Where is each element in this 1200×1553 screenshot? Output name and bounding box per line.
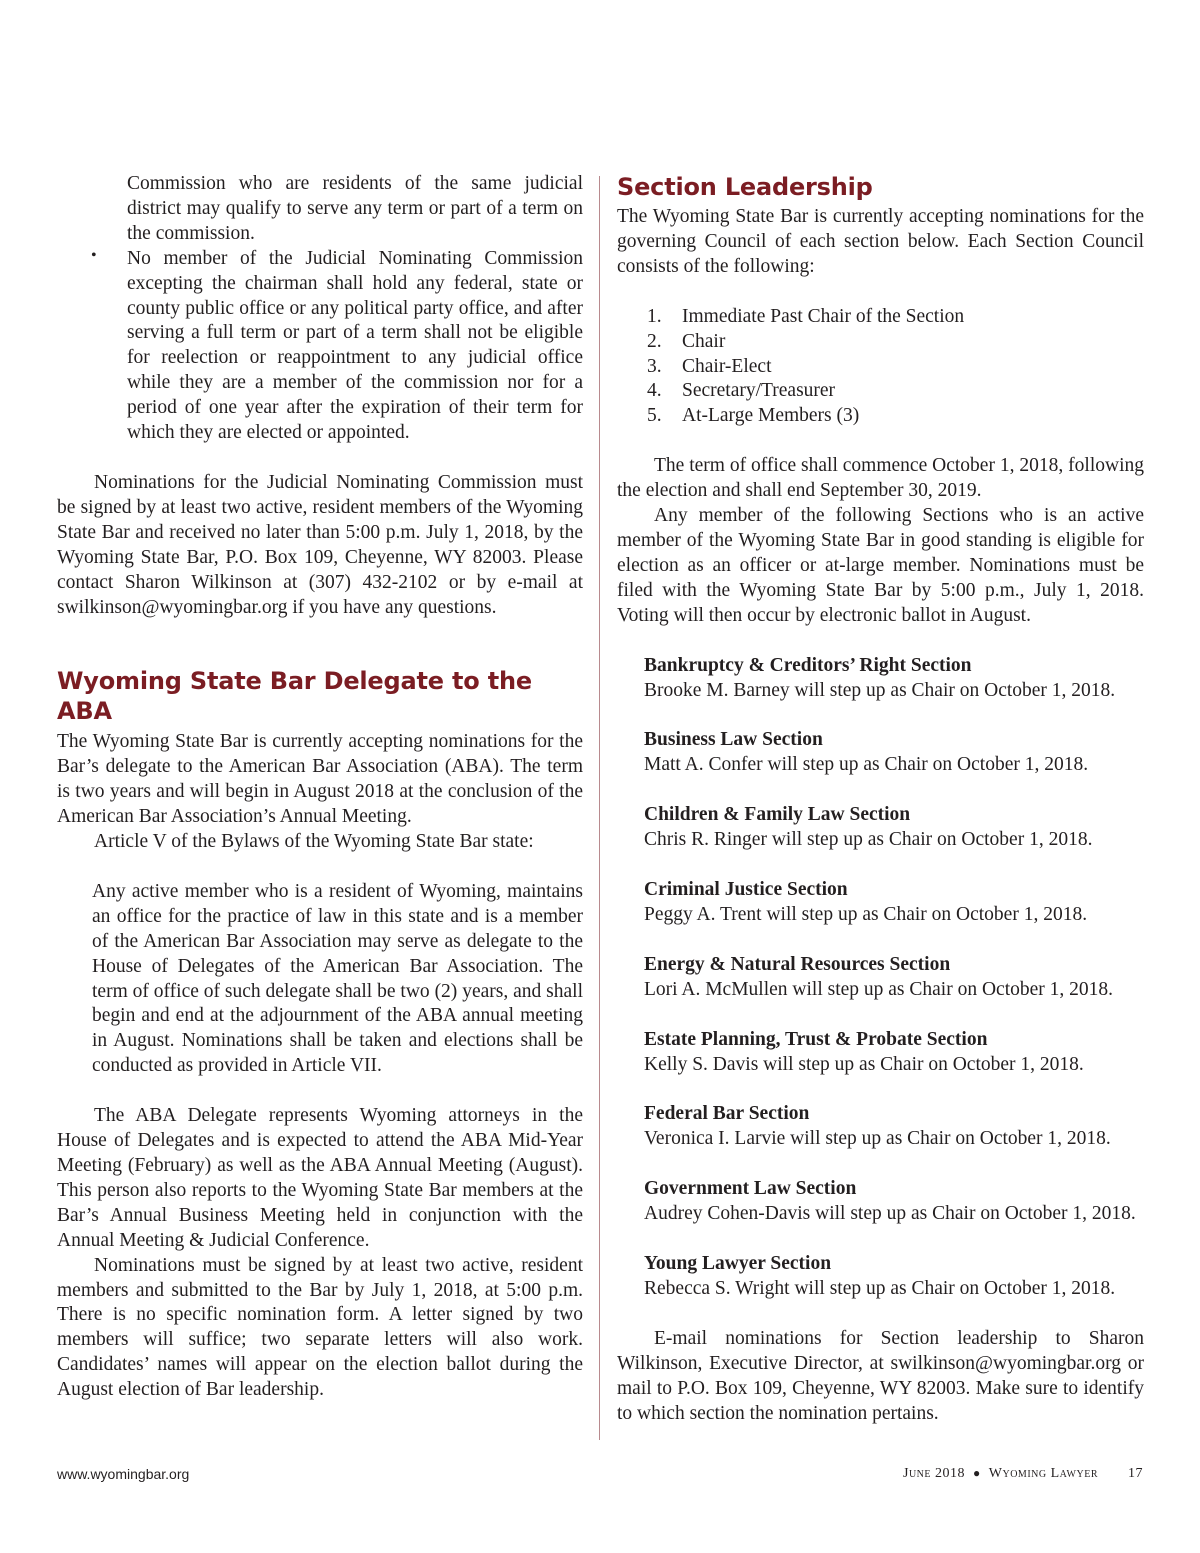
list-item: 3. Chair-Elect: [647, 355, 772, 377]
delegate-role-paragraph: The ABA Delegate represents Wyoming attorneys in the House of Delegates and is expected to attend the ABA Mid-Year Meeting (February) as well as the ABA Annual Meeting (August). This person also reports to the Wyoming State Bar members at the Bar’s Annual Business Meeting held in conjunction with the Annual Meeting & Judicial Conference.: [57, 1105, 583, 1251]
section-leadership-heading: Section Leadership: [617, 173, 873, 201]
section-name: Government Law Section: [644, 1178, 857, 1200]
section-name: Criminal Justice Section: [644, 879, 848, 901]
jnc-nominations-paragraph: Nominations for the Judicial Nominating Commission must be signed by at least two active, resident members of the Wyoming State Bar and received no later than 5:00 p.m. July 1, 2018, by the Wyoming State Bar, P.O. Box 109, Cheyenne, WY 82003. Please contact Sharon Wilkinson at (307) 432-2102 or by e-mail at swilkinson@wyomingbar.org if you have any questions.: [57, 471, 583, 618]
section-entry: [617, 803, 1144, 853]
section-chair: Veronica I. Larvie will step up as Chair on October 1, 2018.: [644, 1128, 1111, 1150]
term-paragraph: The term of office shall commence October 1, 2018, following the election and shall end September 30, 2019.: [617, 455, 1144, 502]
eligibility-paragraph: Any member of the following Sections who is an active member of the Wyoming State Bar in good standing is eligible for election as an officer or at-large member. Nominations must be filed with the Wyoming State Bar by 5:00 p.m., July 1, 2018. Voting will then occur by electronic ballot in August.: [617, 505, 1144, 626]
bullet-text: No member of the Judicial Nominating Commission excepting the chairman shall hold any federal, state or county public office or any political party office, and after serving a full term or part of a term shall not be eligible for reelection or reappointment to any judicial office while they are a member of the commission nor for a period of one year after the expiration of their term for which they are elected or appointed.: [127, 247, 583, 444]
footer-website: www.wyomingbar.org: [57, 1466, 190, 1482]
section-name: Bankruptcy & Creditors’ Right Section: [644, 654, 972, 676]
section-entry: [617, 1102, 1144, 1152]
email-note-paragraph: E-mail nominations for Section leadership to Sharon Wilkinson, Executive Director, at swilkinson@wyomingbar.org or mail to P.O. Box 109, Cheyenne, WY 82003. Make sure to identify to which section the nomination pertains.: [617, 1327, 1144, 1424]
section-name: Estate Planning, Trust & Probate Section: [644, 1028, 988, 1050]
section-entry: [617, 654, 1144, 704]
column-divider: [599, 176, 600, 1440]
bullet-icon: •: [91, 246, 97, 264]
section-chair: Brooke M. Barney will step up as Chair on October 1, 2018.: [644, 679, 1116, 701]
section-name: Energy & Natural Resources Section: [644, 953, 951, 975]
section-chair: Lori A. McMullen will step up as Chair on October 1, 2018.: [644, 978, 1114, 1000]
section-name: Young Lawyer Section: [644, 1253, 832, 1275]
section-chair: Matt A. Confer will step up as Chair on October 1, 2018.: [644, 754, 1089, 776]
section-name: Children & Family Law Section: [644, 804, 911, 826]
list-item: 5. At-Large Members (3): [647, 405, 860, 427]
section-entry: [617, 953, 1144, 1003]
section-entry: [617, 1028, 1144, 1078]
section-name: Federal Bar Section: [644, 1103, 810, 1125]
left-column: [57, 172, 583, 1403]
section-chair: Audrey Cohen-Davis will step up as Chair on October 1, 2018.: [644, 1203, 1136, 1225]
aba-nominations-paragraph: Nominations must be signed by at least two active, resident members and submitted to the Bar by July 1, 2018, at 5:00 p.m. There is no specific nomination form. A letter signed by two members will suffice; two separate letters will also work. Candidates’ names will appear on the election ballot during the August election of Bar leadership.: [57, 1254, 583, 1401]
page-number: 17: [1128, 1466, 1143, 1481]
section-entry: [617, 1177, 1144, 1227]
aba-intro-paragraph: The Wyoming State Bar is currently accepting nominations for the Bar’s delegate to the American Bar Association (ABA). The term is two years and will begin in August 2018 at the conclusion of the American Bar Association’s Annual Meeting.: [57, 731, 583, 828]
council-list: [617, 305, 1144, 430]
aba-heading: Wyoming State Bar Delegate to the ABA: [57, 667, 532, 726]
section-chair: Kelly S. Davis will step up as Chair on October 1, 2018.: [644, 1053, 1084, 1075]
bullet-separator-icon: ●: [973, 1466, 981, 1480]
bullet-item: [57, 247, 583, 446]
section-entry: [617, 878, 1144, 928]
right-column: [617, 172, 1144, 1427]
article-intro: Article V of the Bylaws of the Wyoming State Bar state:: [94, 831, 534, 853]
footer-publication-name: Wyoming Lawyer: [988, 1466, 1098, 1481]
list-item: 4. Secretary/Treasurer: [647, 380, 836, 402]
list-item: 1. Immediate Past Chair of the Section: [647, 305, 965, 327]
section-entry: [617, 1252, 1144, 1302]
list-item: 2. Chair: [647, 330, 726, 352]
section-chair: Rebecca S. Wright will step up as Chair on October 1, 2018.: [644, 1278, 1116, 1299]
section-name: Business Law Section: [644, 729, 823, 751]
article-quote: Any active member who is a resident of Wyoming, maintains an office for the practice of law in this state and is a member of the American Bar Association may serve as delegate to the House of Delegates of the American Bar Association. The term of office of such delegate shall be two (2) years, and shall begin and end at the adjournment of the ABA annual meeting in August. Nominations shall be taken and elections shall be conducted as provided in Article VII.: [92, 880, 583, 1077]
footer-publication: [903, 1466, 1143, 1482]
footer-issue: June 2018: [903, 1466, 966, 1481]
continued-paragraph: Commission who are residents of the same judicial district may qualify to serve any term or part of a term on the commission.: [127, 173, 583, 244]
section-chair: Peggy A. Trent will step up as Chair on October 1, 2018.: [644, 903, 1088, 925]
section-chair: Chris R. Ringer will step up as Chair on October 1, 2018.: [644, 829, 1093, 851]
section-entry: [617, 728, 1144, 778]
section-intro-paragraph: The Wyoming State Bar is currently accepting nominations for the governing Council of each section below. Each Section Council consists of the following:: [617, 206, 1144, 277]
